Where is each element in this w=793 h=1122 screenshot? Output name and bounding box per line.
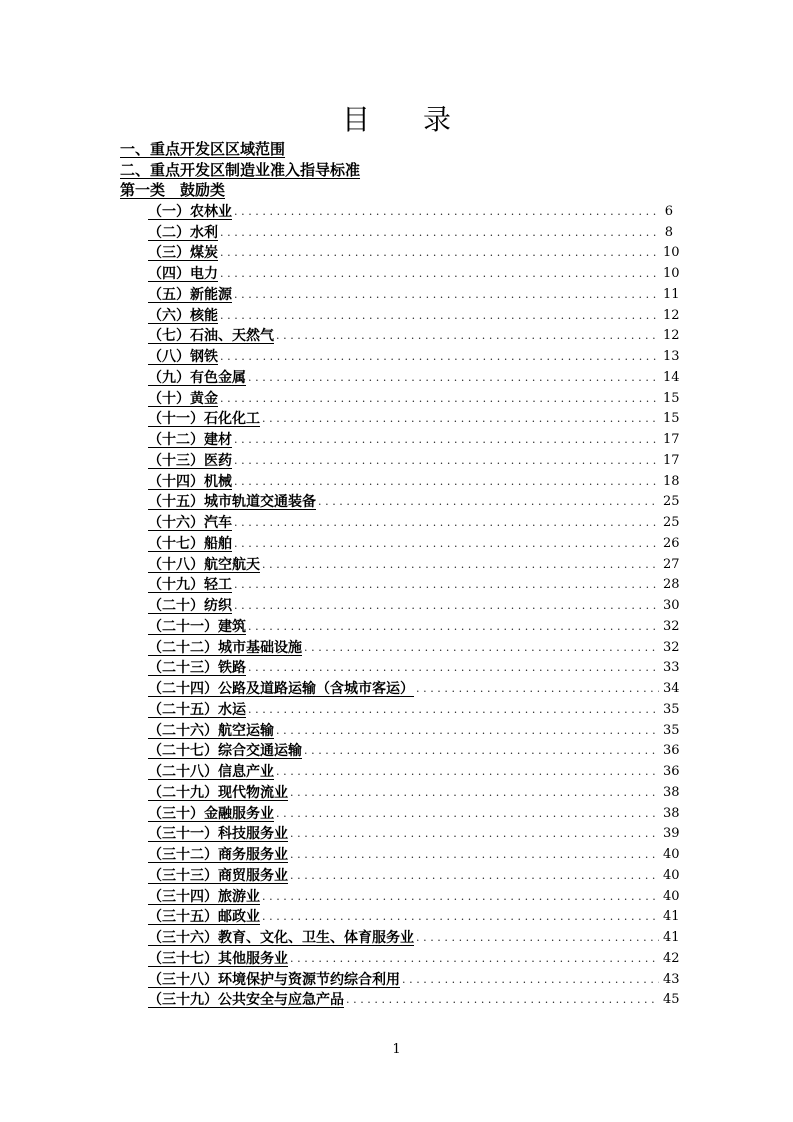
toc-entry-page-number: 13 [663, 349, 680, 364]
toc-entry[interactable] [148, 885, 680, 906]
toc-entry-label[interactable]: （二十二）城市基础设施 [148, 639, 302, 656]
toc-entry-page-number: 42 [663, 950, 680, 966]
toc-entry[interactable] [148, 470, 680, 491]
toc-entry-page-number: 40 [663, 888, 680, 904]
toc-entry-label[interactable]: （二）水利 [148, 224, 218, 241]
toc-entry-page-number: 45 [663, 992, 680, 1008]
toc-entry-page-number: 35 [663, 722, 680, 738]
toc-entry[interactable] [148, 926, 680, 947]
toc-entry-page-number: 12 [663, 328, 680, 344]
toc-entry-page-number: 36 [663, 764, 680, 779]
toc-entry-page-number: 28 [663, 577, 680, 593]
toc-dot-leader [248, 659, 659, 677]
toc-dot-leader [276, 763, 659, 781]
toc-entry-page-number: 8 [664, 224, 673, 240]
toc-entry-label[interactable]: （十九）轻工 [148, 577, 232, 594]
toc-entry-page-number: 15 [663, 411, 680, 427]
toc-dot-leader [402, 971, 659, 989]
toc-dot-leader [234, 286, 659, 304]
toc-entry[interactable] [148, 387, 680, 408]
toc-entry-label[interactable]: （三十四）旅游业 [148, 888, 260, 905]
toc-list [148, 200, 680, 1009]
toc-dot-leader [234, 473, 659, 491]
toc-entry[interactable] [148, 636, 680, 657]
toc-entry[interactable] [148, 802, 680, 823]
toc-dot-leader [290, 867, 659, 885]
toc-entry[interactable] [148, 989, 680, 1010]
toc-entry-label[interactable]: （二十六）航空运输 [148, 722, 274, 739]
toc-entry-page-number: 27 [663, 556, 680, 572]
toc-entry[interactable] [148, 200, 673, 221]
toc-entry-label[interactable]: （二十四）公路及道路运输（含城市客运） [148, 681, 414, 697]
toc-entry[interactable] [148, 262, 680, 283]
toc-dot-leader [234, 203, 659, 221]
toc-entry[interactable] [148, 491, 680, 512]
toc-dot-leader [290, 950, 659, 968]
toc-entry[interactable] [148, 740, 680, 761]
toc-entry-label[interactable]: （三十九）公共安全与应急产品 [148, 992, 344, 1009]
toc-entry-page-number: 30 [663, 598, 680, 613]
toc-entry[interactable] [148, 325, 680, 346]
toc-entry[interactable] [148, 760, 680, 781]
toc-entry-page-number: 39 [663, 826, 680, 842]
toc-entry-label[interactable]: （三十五）邮政业 [148, 909, 260, 926]
toc-entry-label[interactable]: （三十三）商贸服务业 [148, 867, 288, 884]
toc-dot-leader [262, 410, 659, 428]
toc-entry-page-number: 25 [663, 494, 680, 510]
toc-entry-label[interactable]: （十四）机械 [148, 473, 232, 490]
toc-dot-leader [304, 742, 659, 760]
toc-entry[interactable] [148, 283, 680, 304]
toc-dot-leader [276, 327, 659, 345]
toc-dot-leader [234, 597, 659, 615]
toc-entry-page-number: 40 [663, 867, 680, 883]
toc-entry-page-number: 32 [663, 618, 680, 634]
toc-dot-leader [234, 452, 659, 470]
toc-entry-page-number: 10 [663, 245, 680, 261]
toc-entry[interactable] [148, 532, 680, 553]
toc-entry-page-number: 14 [663, 369, 680, 385]
toc-entry[interactable] [148, 221, 673, 242]
toc-dot-leader [262, 908, 659, 926]
toc-dot-leader [346, 991, 659, 1009]
toc-entry[interactable] [148, 574, 680, 595]
toc-entry-page-number: 38 [663, 784, 680, 800]
toc-entry-label[interactable]: （六）核能 [148, 307, 218, 324]
toc-entry[interactable] [148, 719, 680, 740]
toc-entry[interactable] [148, 968, 680, 989]
toc-dot-leader [248, 369, 659, 387]
toc-dot-leader [234, 514, 659, 532]
toc-entry-label[interactable]: （十）黄金 [148, 390, 218, 407]
toc-dot-leader [416, 929, 659, 947]
toc-entry-label[interactable]: （三十六）教育、文化、卫生、体育服务业 [148, 930, 414, 946]
toc-entry[interactable] [148, 366, 680, 387]
toc-entry-label[interactable]: （三十）金融服务业 [148, 805, 274, 822]
toc-dot-leader [220, 307, 659, 325]
toc-entry-label[interactable]: （十三）医药 [148, 452, 232, 469]
toc-entry-label[interactable]: （十六）汽车 [148, 515, 232, 531]
toc-entry-page-number: 33 [663, 660, 680, 676]
toc-entry-page-number: 25 [663, 515, 680, 530]
toc-heading-manufacturing-standards[interactable]: 二、重点开发区制造业准入指导标准 [120, 161, 361, 179]
toc-entry[interactable] [148, 823, 680, 844]
toc-entry[interactable] [148, 906, 680, 927]
toc-entry-label[interactable]: （十八）航空航天 [148, 556, 260, 573]
toc-entry-label[interactable]: （四）电力 [148, 266, 218, 282]
toc-entry[interactable] [148, 843, 680, 864]
toc-entry[interactable] [148, 408, 680, 429]
toc-entry[interactable] [148, 345, 680, 366]
toc-entry-label[interactable]: （三十一）科技服务业 [148, 826, 288, 843]
page-number: 1 [392, 1042, 401, 1057]
page-title: 目 录 [342, 103, 473, 136]
toc-entry-label[interactable]: （二十）纺织 [148, 598, 232, 614]
toc-entry-page-number: 41 [663, 909, 680, 925]
toc-entry-label[interactable]: （三十七）其他服务业 [148, 950, 288, 967]
toc-entry-page-number: 18 [663, 473, 680, 489]
toc-heading-region-scope[interactable]: 一、重点开发区区域范围 [120, 140, 286, 158]
toc-entry-page-number: 10 [663, 266, 680, 281]
toc-entry[interactable] [148, 449, 680, 470]
toc-dot-leader [304, 639, 659, 657]
toc-entry-page-number: 26 [663, 535, 680, 551]
toc-dot-leader [234, 576, 659, 594]
toc-entry-page-number: 32 [663, 639, 680, 655]
toc-dot-leader [416, 680, 659, 698]
toc-entry-page-number: 36 [663, 743, 680, 759]
toc-entry[interactable] [148, 594, 680, 615]
toc-entry-label[interactable]: （二十九）现代物流业 [148, 784, 288, 801]
toc-entry-page-number: 6 [664, 203, 673, 219]
toc-dot-leader [290, 825, 659, 843]
toc-entry[interactable] [148, 511, 680, 532]
toc-entry-label[interactable]: （二十三）铁路 [148, 660, 246, 677]
toc-entry[interactable] [148, 677, 680, 698]
toc-entry-label[interactable]: （七）石油、天然气 [148, 328, 274, 345]
toc-dot-leader [262, 556, 659, 574]
toc-entry-page-number: 40 [663, 847, 680, 862]
toc-dot-leader [248, 701, 659, 719]
toc-entry-label[interactable]: （十二）建材 [148, 432, 232, 448]
toc-entry-label[interactable]: （八）钢铁 [148, 349, 218, 365]
toc-dot-leader [220, 265, 659, 283]
toc-dot-leader [318, 493, 659, 511]
toc-entry-page-number: 38 [663, 805, 680, 821]
toc-entry-label[interactable]: （二十五）水运 [148, 701, 246, 718]
toc-entry[interactable] [148, 864, 680, 885]
toc-entry-page-number: 12 [663, 307, 680, 323]
toc-entry-page-number: 17 [663, 452, 680, 468]
toc-entry[interactable] [148, 657, 680, 678]
toc-entry-label[interactable]: （十五）城市轨道交通装备 [148, 494, 316, 511]
toc-entry-label[interactable]: （三）煤炭 [148, 245, 218, 262]
toc-dot-leader [220, 390, 659, 408]
toc-entry-label[interactable]: （二十七）综合交通运输 [148, 743, 302, 760]
toc-dot-leader [220, 348, 659, 366]
toc-entry-label[interactable]: （九）有色金属 [148, 369, 246, 386]
toc-heading-encouraged-category[interactable]: 第一类 鼓励类 [120, 181, 226, 199]
toc-entry[interactable] [148, 947, 680, 968]
toc-entry[interactable] [148, 242, 680, 263]
toc-entry-label[interactable]: （十一）石化化工 [148, 411, 260, 428]
toc-entry-page-number: 17 [663, 432, 680, 447]
toc-entry-page-number: 34 [663, 681, 680, 696]
toc-entry-page-number: 35 [663, 701, 680, 717]
toc-entry-label[interactable]: （十七）船舶 [148, 535, 232, 552]
toc-dot-leader [234, 431, 659, 449]
toc-entry-page-number: 11 [663, 286, 680, 302]
toc-dot-leader [248, 618, 659, 636]
toc-dot-leader [262, 888, 659, 906]
toc-entry-label[interactable]: （二十一）建筑 [148, 618, 246, 635]
toc-dot-leader [290, 846, 659, 864]
toc-entry[interactable] [148, 428, 680, 449]
toc-entry[interactable] [148, 615, 680, 636]
toc-entry-label[interactable]: （二十八）信息产业 [148, 764, 274, 780]
toc-dot-leader [276, 805, 659, 823]
toc-entry-page-number: 43 [663, 971, 680, 987]
toc-dot-leader [290, 784, 659, 802]
toc-entry-label[interactable]: （五）新能源 [148, 286, 232, 303]
toc-entry-label[interactable]: （三十八）环境保护与资源节约综合利用 [148, 971, 400, 988]
toc-entry-page-number: 15 [663, 390, 680, 406]
toc-dot-leader [276, 722, 659, 740]
toc-entry-page-number: 41 [663, 930, 680, 945]
toc-entry[interactable] [148, 304, 680, 325]
toc-entry-label[interactable]: （一）农林业 [148, 203, 232, 220]
toc-dot-leader [220, 244, 659, 262]
toc-entry[interactable] [148, 698, 680, 719]
toc-entry-label[interactable]: （三十二）商务服务业 [148, 847, 288, 863]
toc-dot-leader [234, 535, 659, 553]
toc-dot-leader [220, 224, 659, 242]
toc-entry[interactable] [148, 781, 680, 802]
toc-entry[interactable] [148, 553, 680, 574]
